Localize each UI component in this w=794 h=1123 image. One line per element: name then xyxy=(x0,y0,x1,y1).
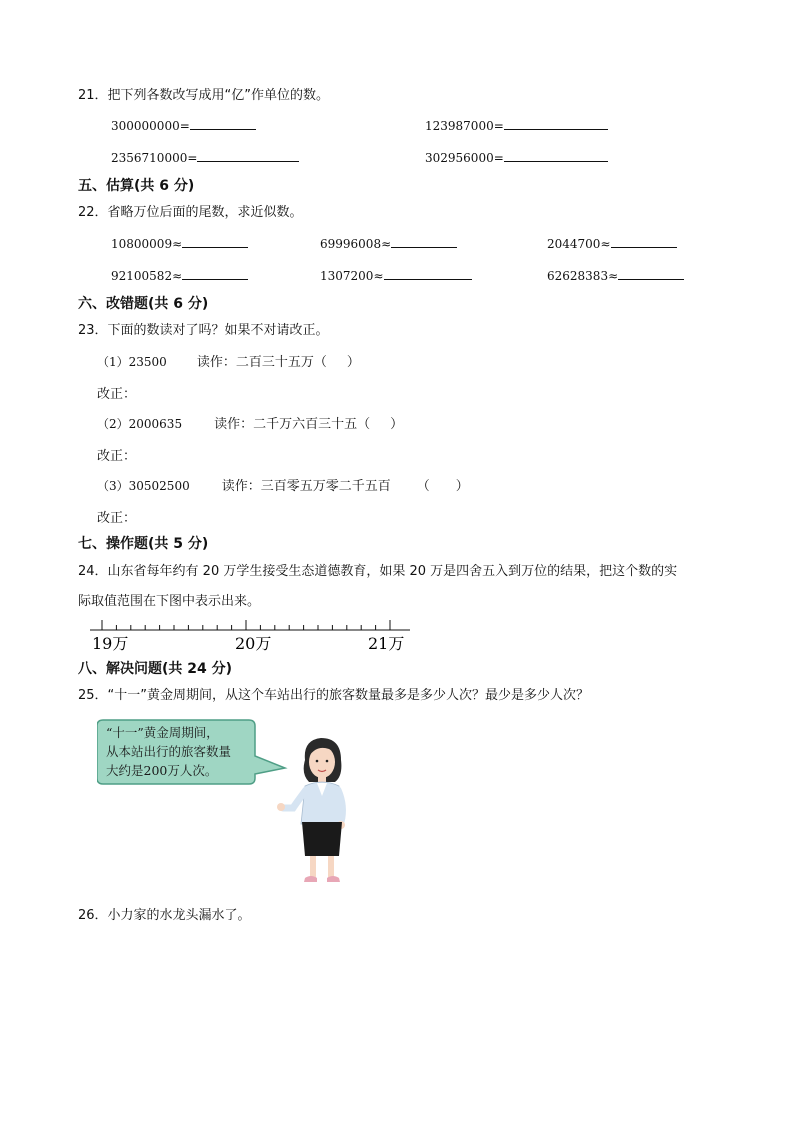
answer-blank[interactable] xyxy=(197,149,299,162)
q24-line2: 际取值范围在下图中表示出来。 xyxy=(78,594,261,609)
q21-item: 302956000= xyxy=(425,149,608,165)
q22-item: 69996008≈ xyxy=(320,235,457,251)
answer-blank[interactable] xyxy=(182,267,248,280)
section-title: 七、操作题(共 5 分) xyxy=(78,536,209,552)
q22-item: 10800009≈ xyxy=(111,235,248,251)
q26-title: 26．小力家的水龙头漏水了。 xyxy=(78,908,251,923)
q22-item: 2044700≈ xyxy=(547,235,677,251)
q21-title: 21．把下列各数改写成用“亿”作单位的数。 xyxy=(78,88,330,103)
answer-blank[interactable] xyxy=(182,235,248,248)
label-20wan: 20万 xyxy=(235,634,272,653)
number-line-ticks xyxy=(102,620,390,630)
number-line xyxy=(90,616,420,656)
q21-item: 300000000= xyxy=(111,117,256,133)
label-19wan: 19万 xyxy=(92,634,129,653)
q21-item: 123987000= xyxy=(425,117,608,133)
answer-blank[interactable] xyxy=(611,235,677,248)
answer-blank[interactable] xyxy=(190,117,256,130)
q23-title: 23．下面的数读对了吗？如果不对请改正。 xyxy=(78,323,329,338)
bubble-line: “十一”黄金周期间， xyxy=(106,725,219,740)
q22-title: 22．省略万位后面的尾数，求近似数。 xyxy=(78,205,303,220)
q22-item: 1307200≈ xyxy=(320,267,472,283)
fix-label: 改正： xyxy=(97,511,137,526)
woman-figure xyxy=(277,738,345,882)
q24-line1: 24．山东省每年约有 20 万学生接受生态道德教育，如果 20 万是四舍五入到万位的结果，把这个数的实 xyxy=(78,564,678,579)
answer-blank[interactable] xyxy=(618,267,684,280)
q22-item: 92100582≈ xyxy=(111,267,248,283)
bubble-line: 大约是200万人次。 xyxy=(106,763,218,778)
q25-title: 25．“十一”黄金周期间，从这个车站出行的旅客数量最多是多少人次？最少是多少人次？ xyxy=(78,688,590,703)
section-title: 六、改错题(共 6 分) xyxy=(78,296,209,312)
answer-blank[interactable] xyxy=(504,117,608,130)
illustration-station-staff xyxy=(97,716,367,888)
answer-blank[interactable] xyxy=(504,149,608,162)
q23-row: （1）23500 读作：二百三十五万（ ） xyxy=(97,355,360,370)
q21-item: 2356710000= xyxy=(111,149,299,165)
q22-item: 62628383≈ xyxy=(547,267,684,283)
section-title: 八、解决问题(共 24 分) xyxy=(78,661,233,677)
answer-blank[interactable] xyxy=(384,267,472,280)
fix-label: 改正： xyxy=(97,387,137,402)
section-title: 五、估算(共 6 分) xyxy=(78,178,195,194)
label-21wan: 21万 xyxy=(368,634,405,653)
bubble-line: 从本站出行的旅客数量 xyxy=(106,744,232,759)
answer-blank[interactable] xyxy=(391,235,457,248)
q23-row: （2）2000635 读作：二千万六百三十五（ ） xyxy=(97,417,404,432)
fix-label: 改正： xyxy=(97,449,137,464)
q23-row: （3）30502500 读作：三百零五万零二千五百 （ ） xyxy=(97,479,469,494)
